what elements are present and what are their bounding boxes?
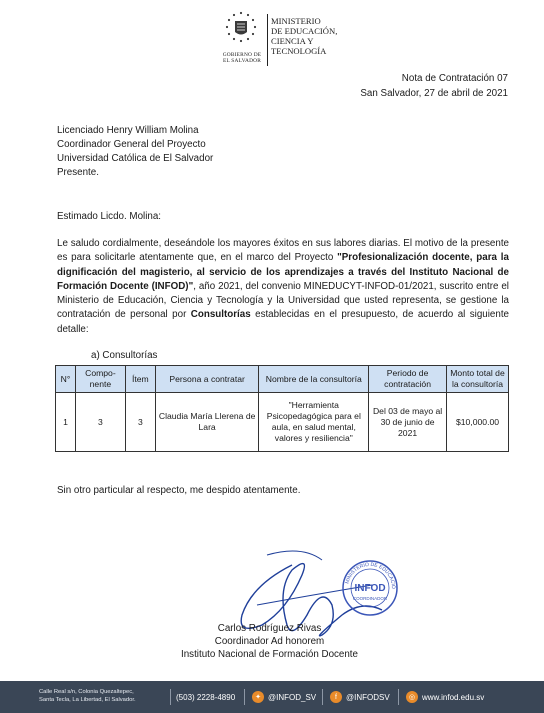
header-cell: Nombre de la consultoría — [259, 366, 369, 393]
government-label: GOBIERNO DE EL SALVADOR — [222, 52, 262, 64]
table-header-row — [56, 366, 509, 393]
place-date: San Salvador, 27 de abril de 2021 — [360, 88, 508, 99]
footer-divider — [170, 689, 171, 705]
footer-facebook[interactable]: f @INFODSV — [330, 681, 390, 713]
footer-divider — [398, 689, 399, 705]
contract-note-number: Nota de Contratación 07 — [401, 73, 508, 84]
footer-address: Calle Real s/n, Colonia Quezaltepec, Santa Tecla, La Libertad, El Salvador. — [39, 689, 136, 703]
signer-name: Carlos Rodríguez Rivas — [217, 623, 322, 634]
table-cell: Del 03 de mayo al 30 de junio de 2021 — [369, 393, 447, 452]
closing-line: Sin otro particular al respecto, me despido atentamente. — [57, 485, 301, 496]
twitter-icon: ✦ — [252, 691, 264, 703]
ministry-name: MINISTERIO DE EDUCACIÓN, CIENCIA Y TECNOLOGÍA — [271, 16, 338, 56]
header-cell: Ítem — [125, 366, 155, 393]
infod-stamp — [340, 558, 400, 618]
stamp-mid-text: INFOD — [354, 583, 386, 594]
header-cell: Monto total de la consultoría — [447, 366, 509, 393]
header-cell: Persona a contratar — [155, 366, 259, 393]
footer-website[interactable]: ◎ www.infod.edu.sv — [406, 681, 484, 713]
greeting: Estimado Licdo. Molina: — [57, 211, 162, 222]
signature-block — [181, 622, 358, 661]
recipient-institution: Universidad Católica de El Salvador — [57, 153, 214, 164]
table-cell: $10,000.00 — [447, 393, 509, 452]
recipient-name: Licenciado Henry William Molina — [57, 125, 199, 136]
table-cell: 3 — [125, 393, 155, 452]
footer-twitter[interactable]: ✦ @INFOD_SV — [252, 681, 316, 713]
header-cell: Periodo de contratación — [369, 366, 447, 393]
stamp-top-text: MINISTERIO DE EDUCACIÓ — [344, 561, 397, 590]
table-cell: "Herramienta Psicopedagógica para el aula, en salud mental, valores y resiliencia" — [259, 393, 369, 452]
consultorias-keyword: Consultorías — [190, 309, 251, 321]
recipient-presente: Presente. — [57, 167, 99, 178]
globe-icon: ◎ — [406, 691, 418, 703]
table-cell: 3 — [75, 393, 125, 452]
header-cell: N° — [56, 366, 76, 393]
facebook-icon: f — [330, 691, 342, 703]
consultancy-table — [55, 365, 509, 452]
signer-institution: Instituto Nacional de Formación Docente — [181, 649, 358, 660]
footer-bar — [0, 681, 544, 713]
table-row — [56, 393, 509, 452]
signer-title: Coordinador Ad honorem — [214, 636, 325, 647]
stamp-bottom-text: COORDINADOR — [352, 596, 388, 601]
footer-divider — [244, 689, 245, 705]
footer-phone[interactable]: (503) 2228-4890 — [176, 692, 236, 702]
table-cell: 1 — [56, 393, 76, 452]
project-name: "Profesionalización docente, para la dignificación del magisterio, al servicio de los aprendizajes a través del Instituto Nacional de Formación Docente (INFOD)" — [57, 252, 509, 292]
national-seal-icon — [222, 10, 260, 50]
section-title: a) Consultorías — [91, 350, 158, 361]
header-divider — [267, 14, 268, 66]
recipient-role: Coordinador General del Proyecto — [57, 139, 206, 150]
body-paragraph: Le saludo cordialmente, deseándole los mayores éxitos en sus labores diarias. El motivo de la presente es para solicitarle atentamente que, en el marco del Proyecto "Profesionalización docente, para la dignificación del magisterio, al servicio de los aprendizajes a través del Instituto Nacional de Formación Docente (INFOD)", año 2021, del convenio MINEDUCYT-INFOD-01/2021, suscrito entre el Ministerio de Educación, Ciencia y Tecnología y la Universidad que usted representa, se gestione la contratación de personal por Consultorías establecidas en el presupuesto, de acuerdo al siguiente detalle: — [57, 238, 509, 335]
letterhead — [219, 10, 359, 66]
recipient-block — [57, 124, 213, 180]
footer-divider — [322, 689, 323, 705]
table-cell: Claudia María Llerena de Lara — [155, 393, 259, 452]
header-cell: Compo-nente — [75, 366, 125, 393]
